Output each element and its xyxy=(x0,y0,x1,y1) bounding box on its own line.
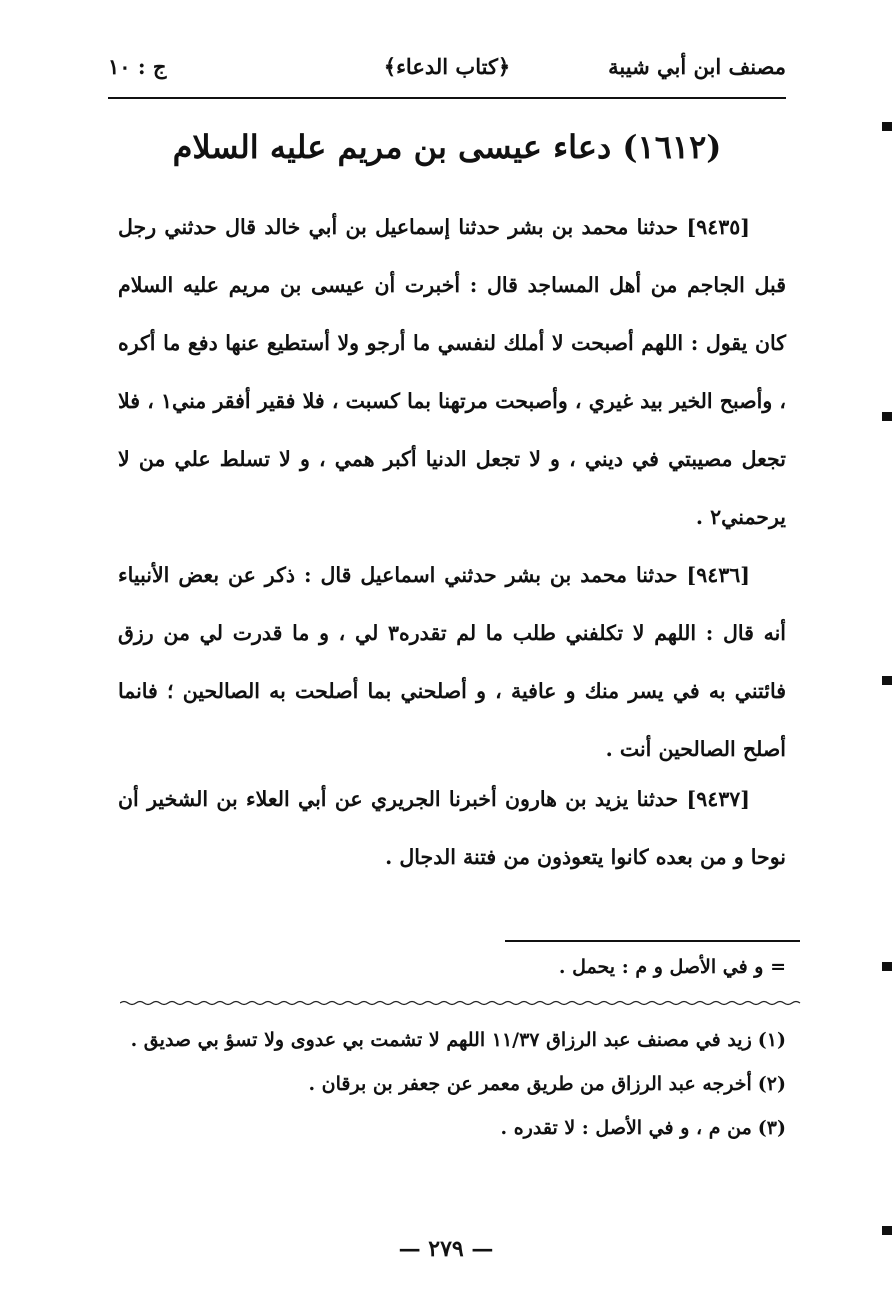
paragraph-text: [٩٤٣٥] حدثنا محمد بن بشر حدثنا إسماعيل بن أبي خالد قال حدثني رجل قبل الجاجم من أهل المساجد قال : أخبرت أن عيسى بن مريم عليه السلام كان يقول : اللهم أصبحت لا أملك لنفسي ما أرجو ولا أستطيع عنها دفع ما أكره ، وأصبح الخير بيد غيري ، وأصبحت مرتهنا بما كسبت ، فلا فقير أفقر مني١ ، فلا تجعل مصيبتي في ديني ، و لا تجعل الدنيا أكبر همي ، و لا تسلط علي من لا يرحمني٢ . xyxy=(118,215,787,529)
margin-tab-mark xyxy=(882,676,892,685)
hadith-paragraph-9436 xyxy=(118,546,786,778)
footnote-text: زيد في مصنف عبد الرزاق ١١/٣٧ اللهم لا تشمت بي عدوى ولا تسؤ بي صديق . xyxy=(130,1029,752,1051)
footnote-number: (١) xyxy=(757,1029,786,1051)
chapter-title: (١٦١٢) دعاء عيسى بن مريم عليه السلام xyxy=(172,128,722,166)
footnote-1 xyxy=(120,1018,786,1062)
footnote-number: (٢) xyxy=(757,1073,786,1095)
page-number: — ٢٧٩ — xyxy=(398,1236,494,1262)
footnote-2 xyxy=(120,1062,786,1106)
header-volume: ج : ١٠ xyxy=(108,54,167,79)
paragraph-text: [٩٤٣٦] حدثنا محمد بن بشر حدثني اسماعيل قال : ذكر عن بعض الأنبياء أنه قال : اللهم لا تكلفني طلب ما لم تقدره٣ لي ، و ما قدرت لي من رزق فائتني به في يسر منك و عافية ، و أصلحني بما أصلحت به الصالحين ؛ فانما أصلح الصالحين أنت . xyxy=(118,563,786,761)
footnote-continuation: = و في الأصل و م : يحمل . xyxy=(558,956,786,978)
footnotes xyxy=(120,1018,786,1150)
hadith-paragraph-9435 xyxy=(118,198,786,546)
footnote-number: (٣) xyxy=(757,1117,786,1139)
paragraph-text: [٩٤٣٧] حدثنا يزيد بن هارون أخبرنا الجريري عن أبي العلاء بن الشخير أن نوحا و من بعده كانوا يتعوذون من فتنة الدجال . xyxy=(118,787,786,869)
hadith-paragraph-9437 xyxy=(118,770,786,886)
margin-tab-mark xyxy=(882,962,892,971)
wavy-divider xyxy=(120,1000,802,1006)
running-header xyxy=(108,48,786,96)
margin-tab-mark xyxy=(882,122,892,131)
header-book-title: مصنف ابن أبي شيبة xyxy=(608,54,786,79)
margin-tab-mark xyxy=(882,412,892,421)
footnote-text: من م ، و في الأصل : لا تقدره . xyxy=(500,1117,752,1139)
header-rule xyxy=(108,97,786,99)
footnote-text: أخرجه عبد الرزاق من طريق معمر عن جعفر بن برقان . xyxy=(308,1073,752,1095)
margin-tab-mark xyxy=(882,1226,892,1235)
footnote-3 xyxy=(120,1106,786,1150)
footnote-rule xyxy=(505,940,800,942)
header-section-title: ﴿كتاب الدعاء﴾ xyxy=(383,54,511,79)
